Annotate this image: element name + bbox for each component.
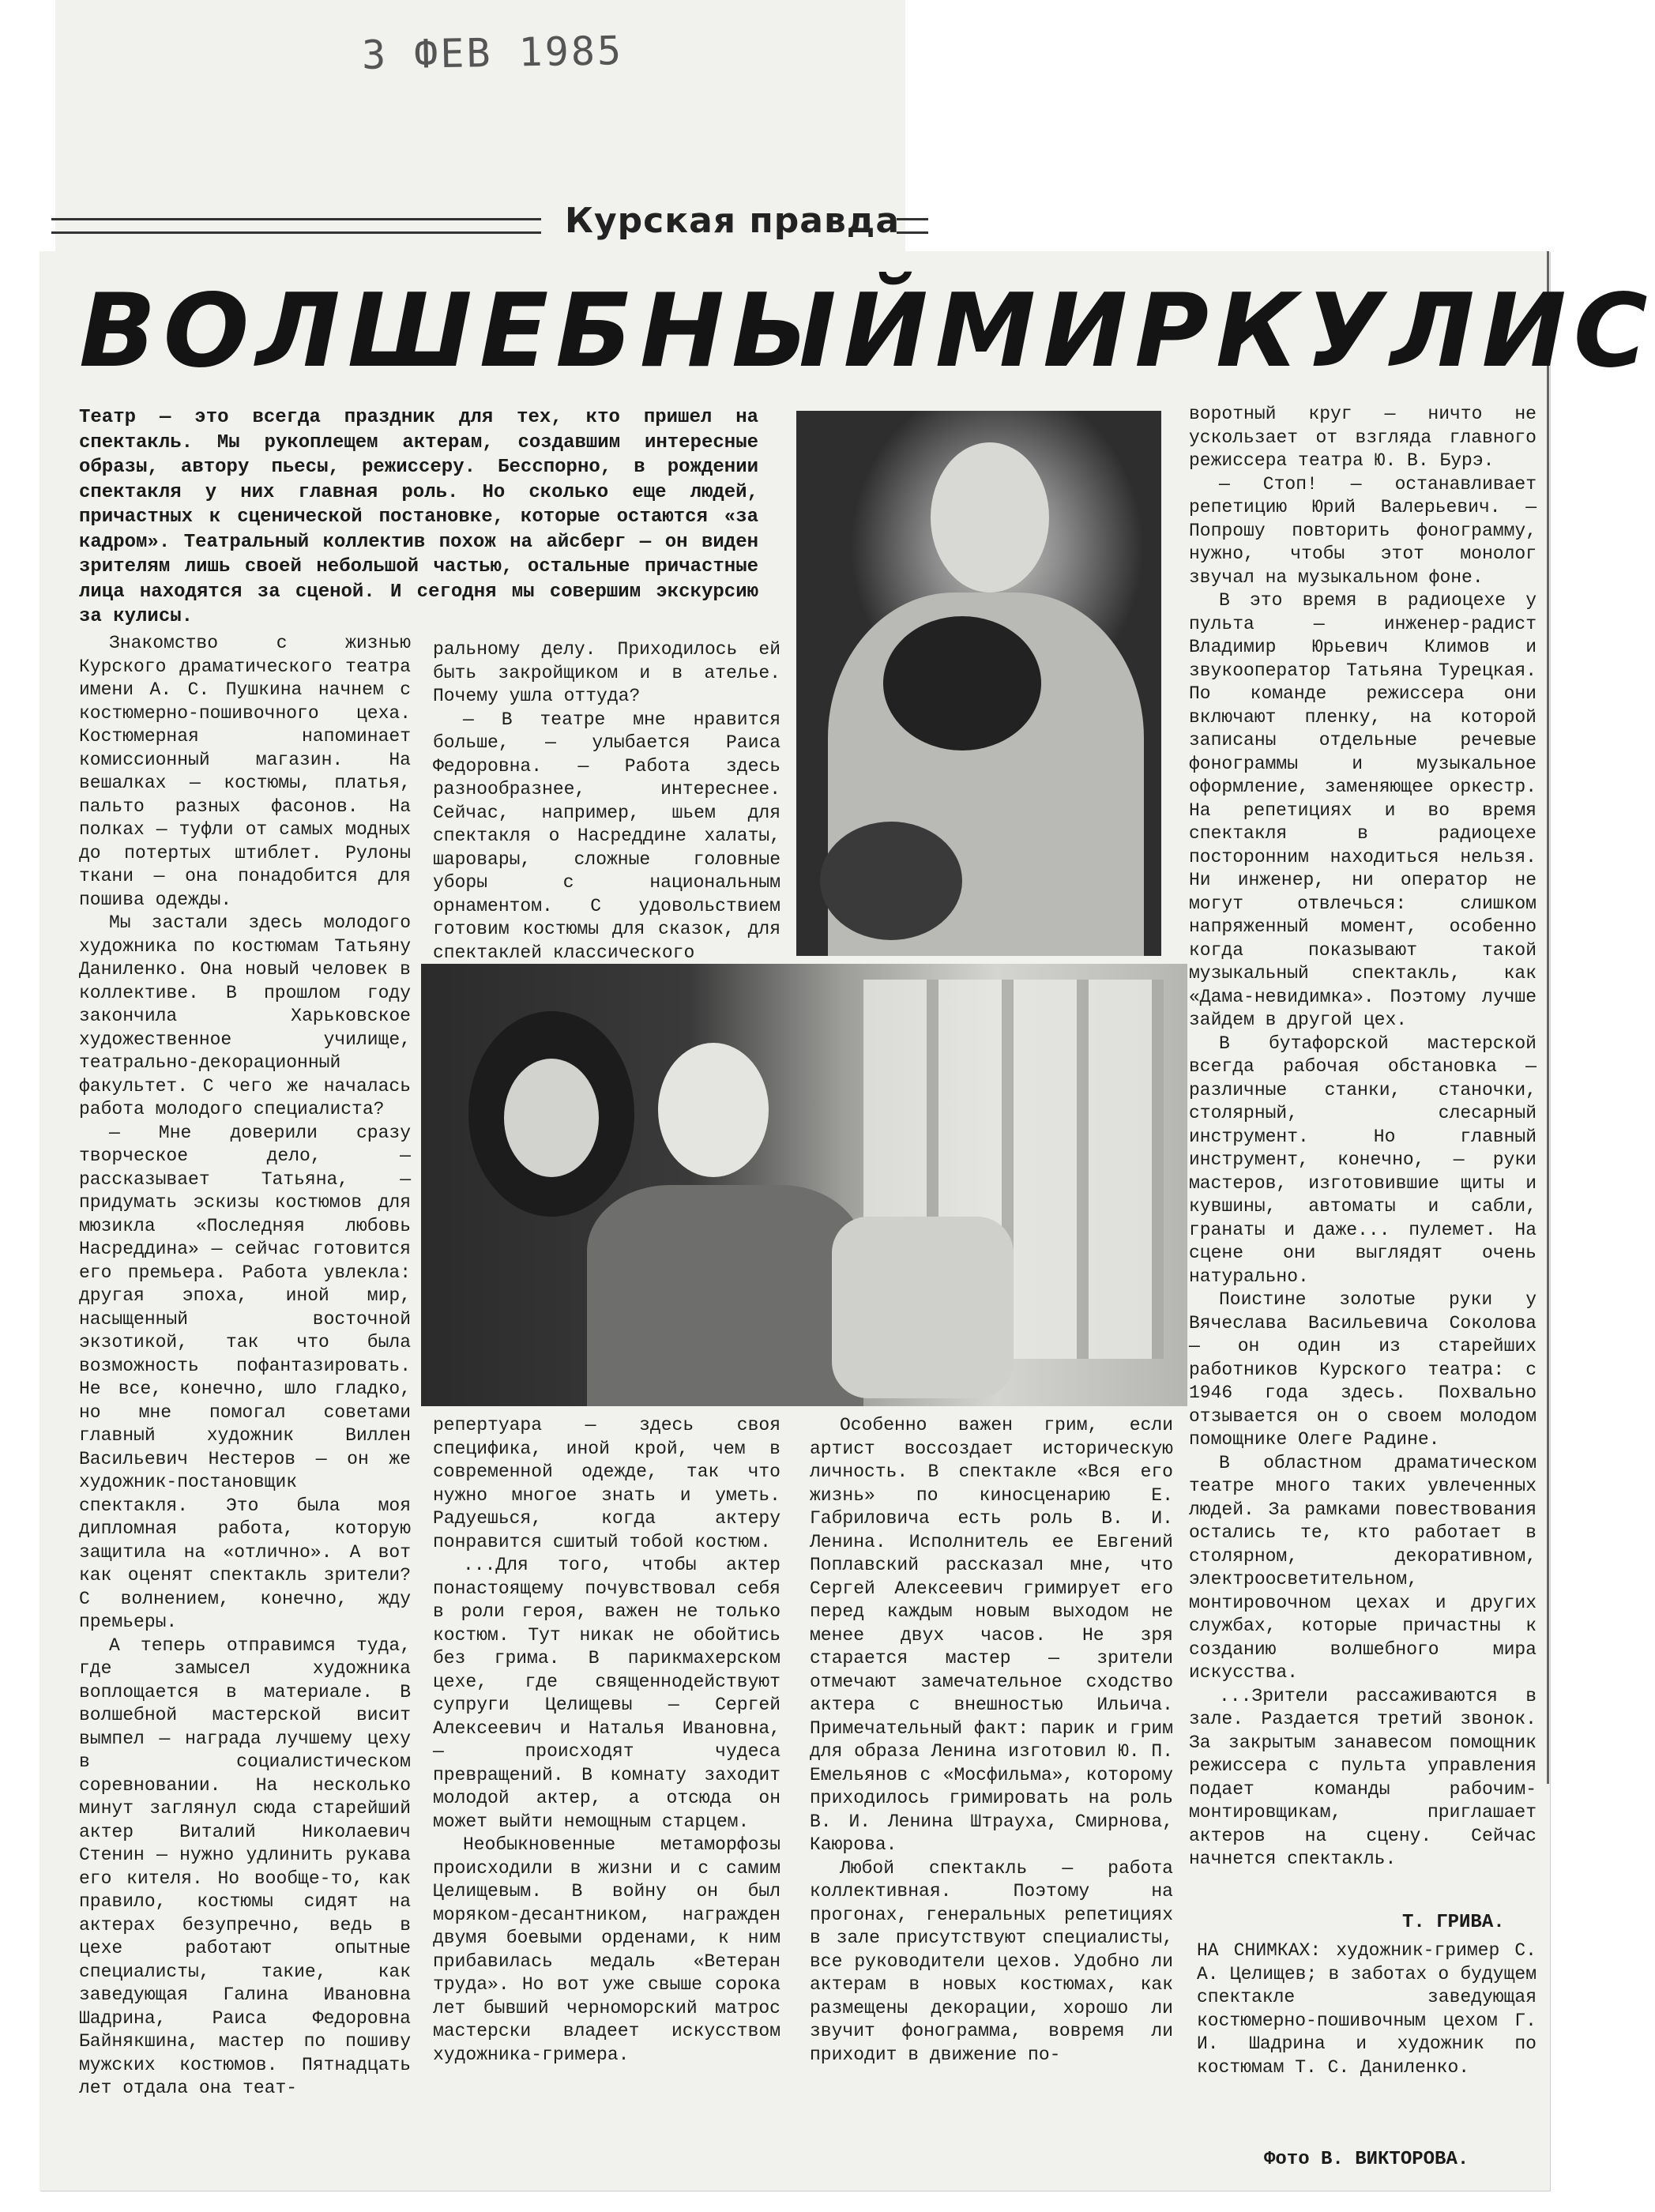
paragraph: В областном драматическом театре много таких увлеченных людей. За рамками повествования остались те, кто работает в столярном, декоративном, электроосветительном, монтировочном цехах и других службах, которые причастны к созданию волшебного мира искусства. [1189, 1452, 1537, 1683]
paragraph: ...Зрители рассаживаются в зале. Раздается третий звонок. За закрытым занавесом помощник режиссера с пульта управления подает команды рабочим-монтировщикам, приглашает актеров на сцену. Сейчас начнется спектакль. [1189, 1685, 1537, 1869]
date-stamp: 3 ФЕВ 1985 [361, 28, 624, 78]
paragraph: — Стоп! — останавливает репетицию Юрий Валерьевич. — Попрошу повторить фонограмму, нужно, чтобы этот монолог звучал на музыкальном фоне. [1189, 473, 1537, 588]
masthead-rule-right [897, 218, 928, 234]
paragraph: Мы застали здесь молодого художника по костюмам Татьяну Даниленко. Она новый человек в коллективе. В прошлом году закончила Харьковское художественное училище, театрально-декорационный факультет. С чего же началась работа молодого специалиста? [79, 912, 411, 1119]
paragraph: репертуара — здесь своя специфика, иной крой, чем в современной одежде, так что нужно многое знать и уметь. Радуешься, когда актеру понравится сшитый тобой костюм. [433, 1415, 780, 1552]
photo-costume-workshop [421, 964, 1187, 1406]
paragraph: — В театре мне нравится больше, — улыбается Раиса Федоровна. — Работа здесь разнообразнее, интереснее. Сейчас, например, шьем для спектакля о Насреддине халаты, шаровары, сложные головные уборы с национальным орнаментом. С удовольствием готовим костюмы для сказок, для спектаклей классического [433, 709, 780, 963]
masthead [51, 201, 905, 243]
column-1 [79, 632, 411, 2101]
photo-face-shape [504, 1059, 599, 1177]
author-signature: Т. ГРИВА. [1402, 1912, 1505, 1933]
masthead-rule-left [51, 218, 541, 234]
column-4 [1189, 403, 1537, 1872]
column-rule [1547, 251, 1549, 1784]
paragraph: В это время в радиоцехе у пульта — инженер-радист Владимир Юрьевич Климов и звукооператор Татьяна Турецкая. По команде режиссера они включают пленку, на которой записаны отдельные речевые фонограммы и музыкальное оформление, заменяющее оркестр. На репетициях и во время спектакля в радиоцехе посторонним находиться нельзя. Ни инженер, ни оператор не могут отвлечься: слишком напряженный момент, особенно когда показывают такой музыкальный спектакль, как «Дама-невидимка». Поэтому лучше зайдем в другой цех. [1189, 590, 1537, 1030]
headline-word: КУЛИС [1216, 273, 1655, 390]
paragraph: Знакомство с жизнью Курского драматического театра имени А. С. Пушкина начнем с костюмерно-пошивочного цеха. Костюмерная напоминает комиссионный магазин. На вешалках — костюмы, платья, пальто разных фасонов. На полках — туфли от самых модных до потертых штиблет. Рулоны ткани — она понадобится для пошива одежды. [79, 633, 411, 910]
photo-face-shape [658, 1043, 769, 1177]
paragraph: воротный круг — ничто не ускользает от взгляда главного режиссера театра Ю. В. Бурэ. [1189, 404, 1537, 471]
photo-body-shape [587, 1185, 863, 1406]
photo-wig-shape [820, 822, 962, 940]
paragraph: ...Для того, чтобы актер понастоящему почувствовал себя в роли героя, важен не только костюм. Тут никак не обойтись без грима. В парикмахерском цехе, где священнодействуют супруги Целищевы — Сергей Алексеевич и Наталья Ивановна, — происходят чудеса превращений. В комнату заходит молодой актер, а отсюда он может выйти немощным старцем. [433, 1555, 780, 1832]
photo-caption: НА СНИМКАХ: художник-гример С. А. Целищев; в заботах о будущем спектакле заведующая костюмерно-пошивочным цехом Г. И. Шадрина и художник по костюмам Т. С. Даниленко. [1197, 1940, 1537, 2078]
paragraph: — Мне доверили сразу творческое дело, — рассказывает Татьяна, — придумать эскизы костюмов для мюзикла «Последняя любовь Насреддина» — сейчас готовится его премьера. Работа увлекла: другая эпоха, иной мир, насыщенный восточной экзотикой, так что была возможность пофантазировать. Не все, конечно, шло гладко, но мне помогал советами главный художник Виллен Васильевич Нестеров — он же художник-постановщик спектакля. Это была моя дипломная работа, которую защитила на «отлично». А вот как оценят спектакль зрители? С волнением, конечно, жду премьеры. [79, 1122, 411, 1632]
headline-word: ВОЛШЕБНЫЙ [79, 273, 935, 390]
paragraph: ральному делу. Приходилось ей быть закройщиком и в ателье. Почему ушла оттуда? [433, 639, 780, 706]
photo-wig-shape [883, 616, 1041, 750]
newspaper-name: Курская правда [565, 201, 901, 241]
photo-face-shape [931, 442, 1049, 592]
paragraph: Любой спектакль — работа коллективная. Поэтому на прогонах, генеральных репетициях в зале присутствуют специалисты, все руководители цехов. Удобно ли актерам в новых костюмах, как размещены декорации, хорошо ли звучит фонограмма, вовремя ли приходит в движение по- [810, 1857, 1173, 2065]
paragraph: Необыкновенные метаморфозы происходили в жизни и с самим Целищевым. В войну он был моряком-десантником, награжден двумя боевыми орденами, к ним прибавилась медаль «Ветеран труда». Но вот уже свыше сорока лет бывший черноморский матрос мастерски владеет искусством художника-гримера. [433, 1834, 780, 2065]
paragraph: В бутафорской мастерской всегда рабочая обстановка — различные станки, станочки, столярный, слесарный инструмент. Но главный инструмент, конечно, — руки мастеров, изготовившие щиты и кувшины, автоматы и сабли, гранаты и даже... пулемет. На сцене они выглядят очень натурально. [1189, 1033, 1537, 1287]
paragraph: А теперь отправимся туда, где замысел художника воплощается в материале. В волшебной мастерской висит вымпел — награда лучшему цеху в социалистическом соревновании. На несколько минут заглянул сюда старейший актер Виталий Николаевич Стенин — нужно удлинить рукава его кителя. Но вообще-то, как правило, костюмы сидят на актерах безупречно, ведь в цехе работают опытные специалисты, такие, как заведующая Галина Ивановна Шадрина, Раиса Федоровна Байнякшина, мастер по пошиву мужских костюмов. Пятнадцать лет отдала она теат- [79, 1635, 411, 2098]
headline [79, 273, 1655, 390]
paragraph: Поистине золотые руки у Вячеслава Васильевича Соколова — он один из старейших работников Курского театра: с 1946 года здесь. Похвально отзывается он о своем молодом помощнике Олеге Радине. [1189, 1289, 1537, 1450]
column-3 [810, 1414, 1173, 2067]
photo-fabric-shape [832, 1217, 1014, 1398]
paragraph: Особенно важен грим, если артист воссоздает историческую личность. В спектакле «Вся его жизнь» по киносценарию Е. Габриловича есть роль В. И. Ленина. Исполнитель ее Евгений Поплавский рассказал мне, что Сергей Алексеевич гримирует его перед каждым новым выходом не менее двух часов. Не зря старается мастер — зрители отмечают замечательное сходство актера с внешностью Ильича. Примечательный факт: парик и грим для образа Ленина изготовил Ю. П. Емельянов с «Мосфильма», которому приходилось гримировать на роль В. И. Ленина Штрауха, Смирнова, Каюрова. [810, 1415, 1173, 1855]
photo-credit: Фото В. ВИКТОРОВА. [1264, 2149, 1469, 2170]
column-2-bottom [433, 1414, 780, 2067]
photo-makeup-artist [796, 411, 1161, 956]
lead-paragraph: Театр — это всегда праздник для тех, кто пришел на спектакль. Мы рукоплещем актерам, создавшим интересные образы, автору пьесы, режиссеру. Бесспорно, в рождении спектакля у них главная роль. Но сколько еще людей, причастных к сценической постановке, которые остаются «за кадром». Театральный коллектив похож на айсберг — он виден зрителям лишь своей небольшой частью, остальные причастные лица находятся за сценой. И сегодня мы совершим экскурсию за кулисы. [79, 407, 758, 627]
headline-word: МИР [935, 273, 1216, 390]
column-2-top [433, 638, 780, 965]
